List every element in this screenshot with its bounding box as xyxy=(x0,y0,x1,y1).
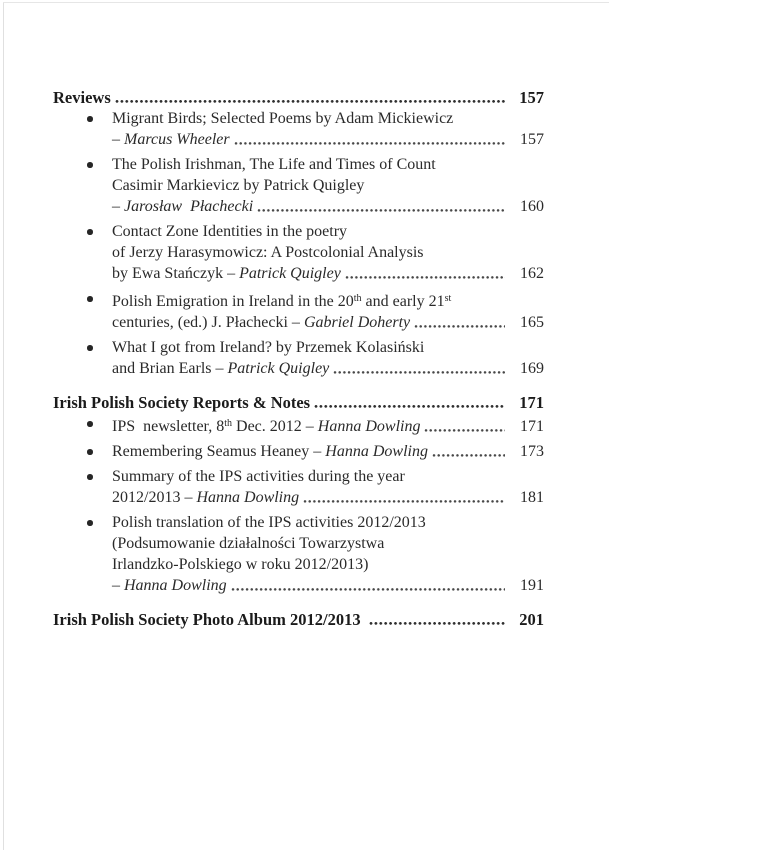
line-text: centuries, (ed.) J. Płachecki – Gabriel Doherty xyxy=(112,314,411,331)
toc-entry xyxy=(53,154,544,217)
page-number: 171 xyxy=(520,418,544,435)
page-edge-top xyxy=(3,2,609,3)
bullet-icon xyxy=(87,520,93,526)
toc-entry xyxy=(53,441,544,462)
dot-leader xyxy=(303,499,505,504)
line-text: The Polish Irishman, The Life and Times of Count xyxy=(112,156,436,173)
toc-line xyxy=(112,242,544,263)
line-text: Contact Zone Identities in the poetry xyxy=(112,223,348,240)
page-number: 160 xyxy=(520,198,544,215)
toc-line xyxy=(112,108,544,129)
toc-line xyxy=(112,154,544,175)
toc-line xyxy=(112,175,544,196)
toc-line xyxy=(112,413,544,437)
line-text: by Ewa Stańczyk – Patrick Quigley xyxy=(112,265,341,282)
page-number: 181 xyxy=(520,489,544,506)
dot-leader xyxy=(424,428,505,433)
line-text: Polish Emigration in Ireland in the 20th and early 21st xyxy=(112,293,452,310)
toc-line xyxy=(112,129,544,150)
line-text: Casimir Markievicz by Patrick Quigley xyxy=(112,177,365,194)
dot-leader xyxy=(333,370,505,375)
dot-leader xyxy=(369,621,505,626)
dot-leader xyxy=(234,141,505,146)
dot-leader xyxy=(314,404,505,409)
page-number: 171 xyxy=(519,393,544,412)
toc-line xyxy=(112,221,544,242)
page-number: 201 xyxy=(519,610,544,629)
page-number: 157 xyxy=(520,131,544,148)
line-text: – Hanna Dowling xyxy=(112,577,227,594)
toc-section-reports-notes xyxy=(53,392,544,596)
bullet-icon xyxy=(87,116,93,122)
toc-line xyxy=(112,533,544,554)
toc-entry xyxy=(53,512,544,596)
line-text: of Jerzy Harasymowicz: A Postcolonial Analysis xyxy=(112,244,424,261)
bullet-icon xyxy=(87,345,93,351)
toc-line xyxy=(112,487,544,508)
line-text: IPS newsletter, 8th Dec. 2012 – Hanna Dowling xyxy=(112,418,421,435)
line-text: Migrant Birds; Selected Poems by Adam Mickiewicz xyxy=(112,110,454,127)
dot-leader xyxy=(231,587,505,592)
section-title: Irish Polish Society Photo Album 2012/2013 xyxy=(53,610,365,629)
line-text: – Marcus Wheeler xyxy=(112,131,230,148)
toc-section-heading xyxy=(53,87,544,108)
toc-section-reviews xyxy=(53,87,544,379)
page-number: 169 xyxy=(520,360,544,377)
page-number: 162 xyxy=(520,265,544,282)
bullet-icon xyxy=(87,162,93,168)
toc-section-heading xyxy=(53,609,544,630)
dot-leader xyxy=(115,99,505,104)
bullet-icon xyxy=(87,229,93,235)
page-number: 165 xyxy=(520,314,544,331)
toc-entry xyxy=(53,221,544,284)
toc-line xyxy=(112,196,544,217)
toc-section-photo-album xyxy=(53,609,544,630)
toc-line xyxy=(112,512,544,533)
line-text: Polish translation of the IPS activities 2012/2013 xyxy=(112,514,426,531)
toc-entry xyxy=(53,413,544,437)
bullet-icon xyxy=(87,421,93,427)
toc-line xyxy=(112,288,544,312)
bullet-icon xyxy=(87,474,93,480)
page-edge-left xyxy=(3,2,4,850)
dot-leader xyxy=(257,208,505,213)
toc-line xyxy=(112,312,544,333)
section-title: Irish Polish Society Reports & Notes xyxy=(53,393,311,412)
table-of-contents xyxy=(53,87,544,630)
line-text: (Podsumowanie działalności Towarzystwa xyxy=(112,535,385,552)
toc-entry xyxy=(53,337,544,379)
bullet-icon xyxy=(87,449,93,455)
toc-line xyxy=(112,575,544,596)
page-number: 157 xyxy=(519,88,544,107)
toc-line xyxy=(112,337,544,358)
toc-entry xyxy=(53,466,544,508)
dot-leader xyxy=(414,324,505,329)
toc-line xyxy=(112,554,544,575)
page-number: 191 xyxy=(520,577,544,594)
bullet-icon xyxy=(87,296,93,302)
dot-leader xyxy=(432,453,505,458)
line-text: Remembering Seamus Heaney – Hanna Dowling xyxy=(112,443,428,460)
line-text: 2012/2013 – Hanna Dowling xyxy=(112,489,300,506)
section-title: Reviews xyxy=(53,88,111,107)
line-text: What I got from Ireland? by Przemek Kolasiński xyxy=(112,339,425,356)
page-number: 173 xyxy=(520,443,544,460)
toc-line xyxy=(112,466,544,487)
line-text: Irlandzko-Polskiego w roku 2012/2013) xyxy=(112,556,369,573)
line-text: and Brian Earls – Patrick Quigley xyxy=(112,360,330,377)
toc-section-heading xyxy=(53,392,544,413)
toc-entry xyxy=(53,108,544,150)
toc-line xyxy=(112,358,544,379)
line-text: – Jarosław Płachecki xyxy=(112,198,254,215)
toc-line xyxy=(112,263,544,284)
line-text: Summary of the IPS activities during the year xyxy=(112,468,405,485)
toc-line xyxy=(112,441,544,462)
toc-entry xyxy=(53,288,544,333)
dot-leader xyxy=(345,275,505,280)
